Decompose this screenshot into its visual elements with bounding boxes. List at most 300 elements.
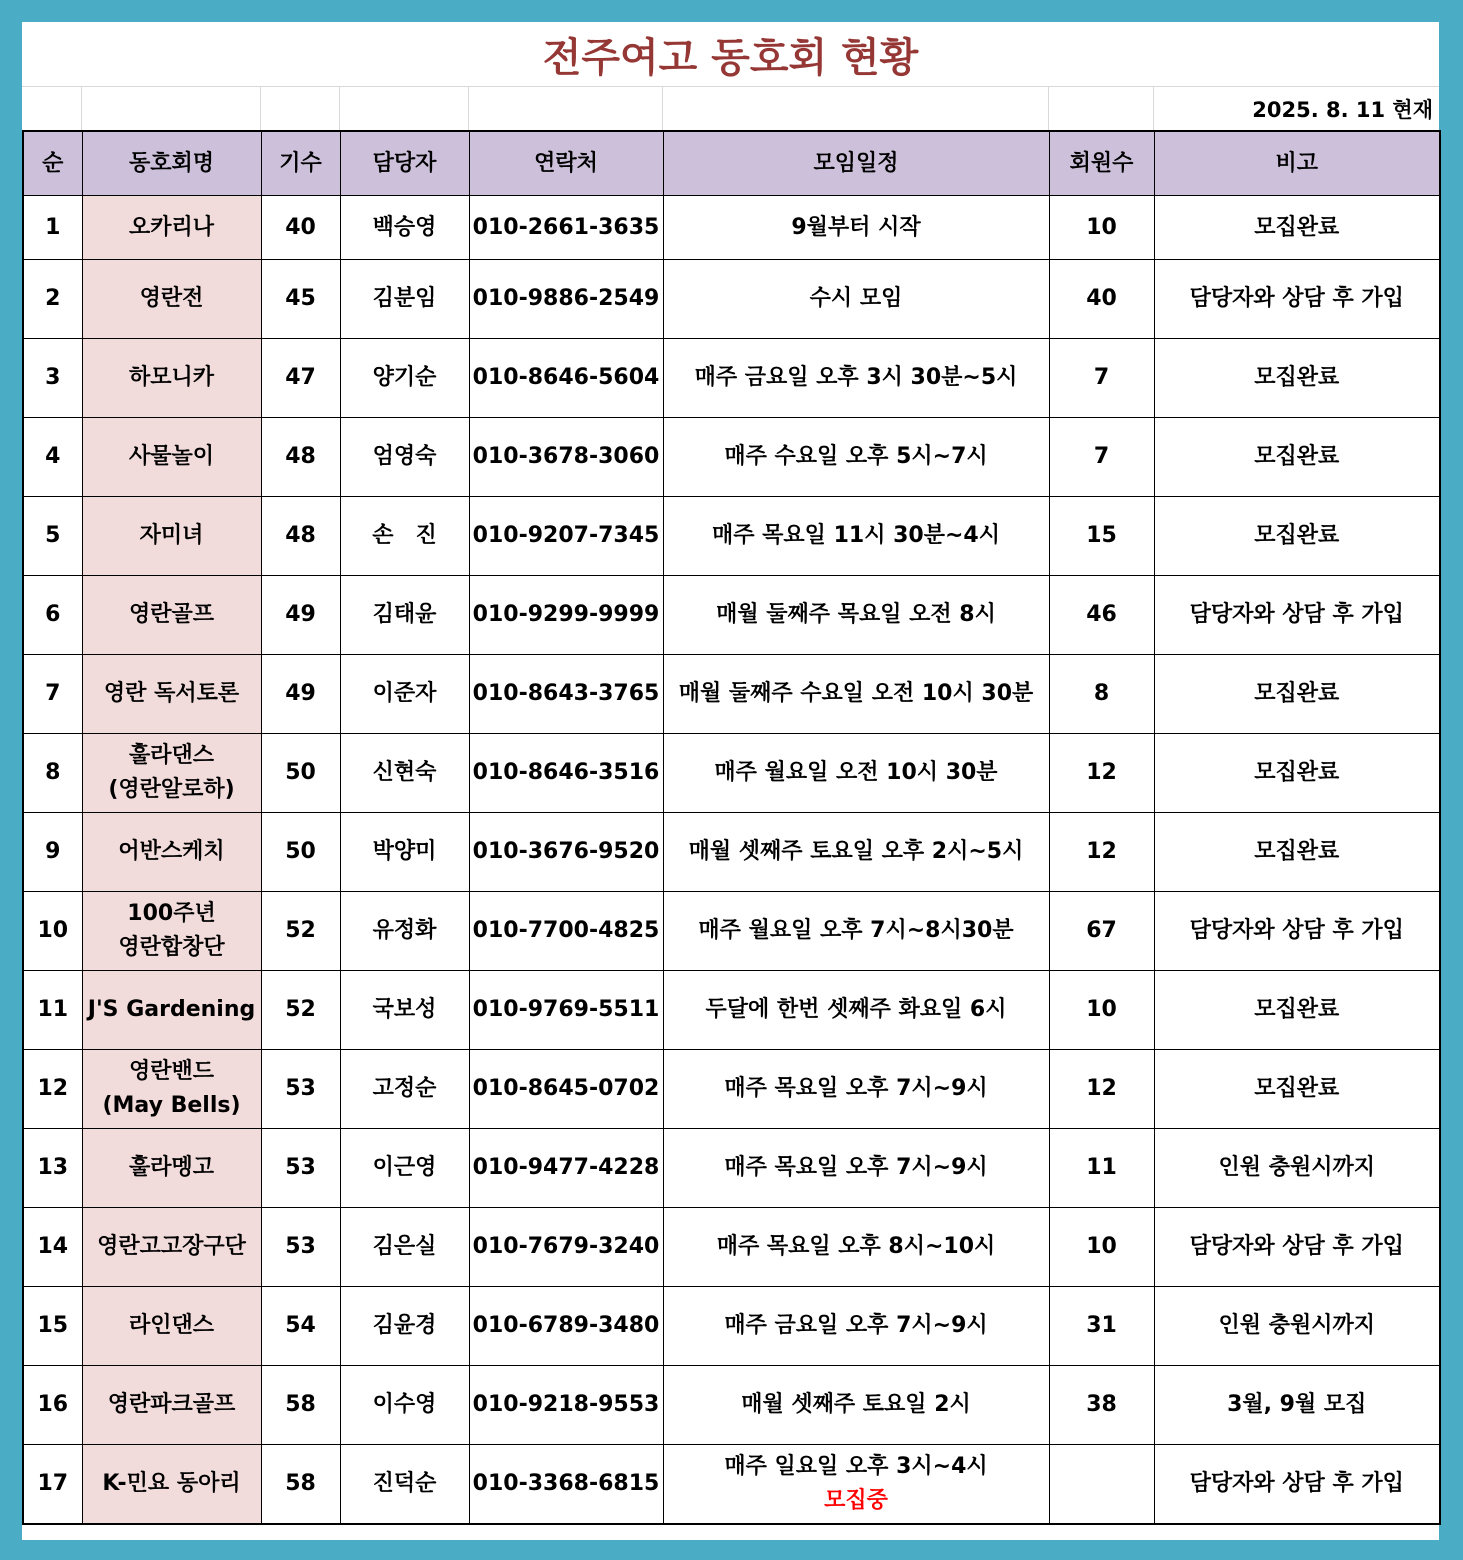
table-row (23, 260, 1440, 339)
cell-generation-text: 58 (285, 1471, 316, 1496)
cell-manager (340, 260, 469, 339)
cell-manager-text: 손 진 (372, 523, 437, 548)
cell-members (1049, 497, 1154, 576)
cell-no-text: 17 (37, 1471, 69, 1496)
cell-schedule (663, 892, 1049, 971)
cell-members-text: 12 (1086, 1076, 1117, 1101)
cell-phone-text: 010-6789-3480 (472, 1313, 660, 1338)
cell-phone-text: 010-3368-6815 (472, 1471, 660, 1496)
cell-generation (261, 892, 340, 971)
cell-schedule (663, 971, 1049, 1050)
cell-generation (261, 418, 340, 497)
cell-club (82, 418, 261, 497)
cell-note-text: 모집완료 (1254, 760, 1340, 785)
date-row (22, 86, 1439, 130)
cell-no (23, 260, 82, 339)
cell-schedule-text: 매주 월요일 오후 7시~8시30분 (698, 918, 1014, 943)
cell-note-text: 모집완료 (1254, 839, 1340, 864)
cell-schedule (663, 576, 1049, 655)
cell-club-text: 자미녀 (139, 523, 204, 548)
cell-phone (469, 576, 663, 655)
table-row (23, 418, 1440, 497)
cell-note-text: 인원 충원시까지 (1218, 1313, 1375, 1338)
cell-schedule-text: 수시 모임 (809, 286, 903, 311)
cell-no (23, 497, 82, 576)
cell-members-text: 12 (1086, 760, 1117, 785)
cell-club (82, 497, 261, 576)
cell-manager-text: 이근영 (372, 1155, 437, 1180)
cell-note-text: 모집완료 (1254, 1076, 1340, 1101)
cell-members-text: 38 (1086, 1392, 1117, 1417)
cell-generation (261, 1129, 340, 1208)
cell-generation-text: 47 (285, 365, 316, 390)
cell-club-text: 사물놀이 (128, 444, 214, 469)
table-row (23, 1208, 1440, 1287)
cell-club-text: K-민요 동아리 (102, 1471, 241, 1496)
cell-phone (469, 971, 663, 1050)
cell-schedule (663, 655, 1049, 734)
cell-generation-text: 49 (285, 602, 316, 627)
cell-club-text: 어반스케치 (118, 839, 225, 864)
cell-generation (261, 1366, 340, 1445)
cell-generation (261, 1445, 340, 1525)
cell-manager-text: 김윤경 (372, 1313, 437, 1338)
cell-phone-text: 010-9477-4228 (472, 1155, 660, 1180)
cell-generation (261, 339, 340, 418)
cell-schedule-text: 9월부터 시작 (791, 214, 921, 240)
cell-members (1049, 655, 1154, 734)
cell-note-text: 모집완료 (1254, 444, 1340, 469)
cell-note-text: 모집완료 (1254, 214, 1340, 240)
cell-manager-text: 김분임 (372, 286, 437, 311)
cell-schedule (663, 418, 1049, 497)
cell-club-text: 영란전 (139, 286, 204, 311)
cell-club-subtext: (May Bells) (102, 1093, 241, 1118)
cell-no-text: 16 (37, 1392, 69, 1417)
cell-members (1049, 1129, 1154, 1208)
cell-schedule-text: 매주 일요일 오후 3시~4시 (724, 1454, 988, 1479)
cell-schedule (663, 1445, 1049, 1525)
header-generation: 기수 (261, 131, 340, 196)
table-row (23, 892, 1440, 971)
cell-note (1154, 1129, 1440, 1208)
cell-members (1049, 1208, 1154, 1287)
cell-no (23, 892, 82, 971)
cell-note (1154, 1366, 1440, 1445)
cell-members (1049, 339, 1154, 418)
cell-members (1049, 1050, 1154, 1129)
cell-generation (261, 1208, 340, 1287)
cell-phone (469, 196, 663, 260)
cell-note (1154, 892, 1440, 971)
cell-note (1154, 418, 1440, 497)
cell-manager (340, 196, 469, 260)
cell-club (82, 734, 261, 813)
cell-members (1049, 971, 1154, 1050)
cell-phone-text: 010-7679-3240 (472, 1234, 660, 1259)
cell-note-text: 담당자와 상담 후 가입 (1189, 1471, 1404, 1496)
cell-club (82, 1287, 261, 1366)
cell-no (23, 971, 82, 1050)
cell-phone (469, 734, 663, 813)
spreadsheet-sheet (22, 22, 1439, 1540)
cell-no-text: 1 (45, 214, 61, 240)
cell-note-text: 3월, 9월 모집 (1227, 1392, 1367, 1417)
cell-phone-text: 010-8645-0702 (472, 1076, 660, 1101)
cell-club-text: 오카리나 (128, 214, 214, 240)
cell-club-text: 영란밴드 (128, 1059, 214, 1084)
cell-generation-text: 54 (285, 1313, 316, 1338)
cell-manager (340, 1445, 469, 1525)
cell-phone-text: 010-9299-9999 (472, 602, 660, 627)
cell-manager (340, 1050, 469, 1129)
cell-generation-text: 50 (285, 839, 316, 864)
cell-phone-text: 010-9207-7345 (472, 523, 660, 548)
cell-members-text: 7 (1093, 444, 1110, 469)
cell-manager (340, 1129, 469, 1208)
cell-no (23, 1287, 82, 1366)
cell-schedule (663, 1208, 1049, 1287)
header-note: 비고 (1154, 131, 1440, 196)
cell-schedule (663, 260, 1049, 339)
cell-phone-text: 010-9769-5511 (472, 997, 660, 1022)
cell-schedule (663, 1366, 1049, 1445)
recruiting-label: 모집중 (824, 1488, 888, 1513)
cell-members (1049, 260, 1154, 339)
cell-phone (469, 1050, 663, 1129)
cell-manager-text: 유정화 (372, 918, 437, 943)
cell-generation (261, 655, 340, 734)
cell-manager (340, 339, 469, 418)
cell-club-subtext: 영란합창단 (118, 935, 225, 960)
cell-phone (469, 813, 663, 892)
cell-club-text: 하모니카 (128, 365, 214, 390)
cell-generation (261, 734, 340, 813)
cell-manager-text: 이준자 (372, 681, 437, 706)
cell-no-text: 14 (37, 1234, 69, 1259)
cell-club (82, 1445, 261, 1525)
table-row (23, 971, 1440, 1050)
cell-manager (340, 971, 469, 1050)
cell-generation-text: 58 (285, 1392, 316, 1417)
cell-schedule-text: 매주 금요일 오후 7시~9시 (724, 1313, 988, 1338)
cell-members-text: 46 (1086, 602, 1117, 627)
cell-schedule-text: 두달에 한번 셋째주 화요일 6시 (705, 997, 1007, 1022)
cell-schedule (663, 1050, 1049, 1129)
cell-no-text: 13 (37, 1155, 69, 1180)
cell-manager-text: 국보성 (372, 997, 437, 1022)
cell-schedule (663, 734, 1049, 813)
table-row (23, 1129, 1440, 1208)
page-title: 전주여고 동호회 현황 (542, 34, 919, 81)
cell-schedule (663, 1287, 1049, 1366)
cell-schedule-text: 매주 월요일 오전 10시 30분 (714, 760, 998, 785)
cell-members (1049, 196, 1154, 260)
cell-note (1154, 971, 1440, 1050)
cell-generation-text: 53 (285, 1234, 316, 1259)
table-row (23, 734, 1440, 813)
header-row (23, 131, 1440, 196)
cell-schedule (663, 497, 1049, 576)
cell-note-text: 담당자와 상담 후 가입 (1189, 286, 1404, 311)
cell-no-text: 3 (45, 365, 61, 390)
cell-members (1049, 576, 1154, 655)
cell-phone (469, 1208, 663, 1287)
cell-generation (261, 196, 340, 260)
cell-club-text: 라인댄스 (128, 1313, 214, 1338)
cell-no (23, 196, 82, 260)
cell-manager (340, 497, 469, 576)
cell-phone (469, 418, 663, 497)
cell-generation (261, 576, 340, 655)
cell-generation-text: 48 (285, 523, 316, 548)
cell-club (82, 1366, 261, 1445)
cell-schedule (663, 813, 1049, 892)
cell-note (1154, 576, 1440, 655)
table-row (23, 1445, 1440, 1525)
cell-club-text: 영란파크골프 (107, 1392, 236, 1417)
cell-club-text: 영란 독서토론 (103, 681, 240, 706)
cell-members-text: 11 (1086, 1155, 1117, 1180)
cell-members-text: 67 (1086, 918, 1117, 943)
cell-schedule (663, 339, 1049, 418)
cell-schedule-text: 매주 목요일 오후 7시~9시 (724, 1155, 988, 1180)
table-row (23, 497, 1440, 576)
cell-members-text: 10 (1086, 997, 1117, 1022)
cell-generation-text: 50 (285, 760, 316, 785)
as-of-date: 2025. 8. 11 현재 (1252, 98, 1433, 122)
cell-schedule-text: 매주 금요일 오후 3시 30분~5시 (694, 365, 1018, 390)
table-row (23, 655, 1440, 734)
cell-members-text: 31 (1086, 1313, 1117, 1338)
cell-phone-text: 010-8643-3765 (472, 681, 660, 706)
cell-no-text: 10 (37, 918, 69, 943)
cell-no-text: 6 (45, 602, 61, 627)
table-row (23, 339, 1440, 418)
header-club: 동호회명 (82, 131, 261, 196)
cell-manager (340, 418, 469, 497)
header-no: 순 (23, 131, 82, 196)
cell-members-text: 15 (1086, 523, 1117, 548)
cell-phone-text: 010-3676-9520 (472, 839, 660, 864)
cell-note (1154, 813, 1440, 892)
cell-phone (469, 339, 663, 418)
cell-manager-text: 신현숙 (372, 760, 437, 785)
cell-manager-text: 진덕순 (372, 1471, 437, 1496)
cell-schedule-text: 매월 둘째주 수요일 오전 10시 30분 (678, 681, 1034, 706)
cell-club-text: J'S Gardening (87, 997, 256, 1022)
cell-phone-text: 010-2661-3635 (472, 214, 660, 240)
cell-members (1049, 892, 1154, 971)
cell-schedule-text: 매월 셋째주 토요일 2시 (741, 1392, 971, 1417)
cell-schedule (663, 196, 1049, 260)
cell-no-text: 15 (37, 1313, 69, 1338)
cell-no (23, 1445, 82, 1525)
cell-generation (261, 971, 340, 1050)
cell-schedule (663, 1129, 1049, 1208)
cell-manager (340, 734, 469, 813)
cell-no-text: 9 (45, 839, 61, 864)
cell-club (82, 196, 261, 260)
cell-members (1049, 418, 1154, 497)
cell-no-text: 5 (45, 523, 61, 548)
cell-phone-text: 010-8646-5604 (472, 365, 660, 390)
cell-club-text: 훌라댄스 (128, 743, 214, 768)
cell-club-text: 영란골프 (128, 602, 214, 627)
cell-members-text: 8 (1093, 681, 1110, 706)
cell-club (82, 576, 261, 655)
cell-members-text: 12 (1086, 839, 1117, 864)
cell-generation (261, 260, 340, 339)
cell-phone (469, 497, 663, 576)
cell-no-text: 7 (45, 681, 61, 706)
cell-schedule-text: 매월 둘째주 목요일 오전 8시 (716, 602, 996, 627)
table-row (23, 1366, 1440, 1445)
cell-phone (469, 892, 663, 971)
cell-club (82, 655, 261, 734)
cell-phone-text: 010-7700-4825 (472, 918, 660, 943)
cell-note (1154, 196, 1440, 260)
cell-note-text: 인원 충원시까지 (1218, 1155, 1375, 1180)
cell-phone (469, 1445, 663, 1525)
cell-members-text: 7 (1093, 365, 1110, 390)
cell-club-text: 100주년 (127, 901, 216, 926)
cell-members (1049, 1287, 1154, 1366)
cell-club (82, 1050, 261, 1129)
cell-manager (340, 576, 469, 655)
cell-generation-text: 53 (285, 1076, 316, 1101)
cell-no (23, 1208, 82, 1287)
cell-generation-text: 48 (285, 444, 316, 469)
cell-note (1154, 1208, 1440, 1287)
table-row (23, 196, 1440, 260)
cell-note-text: 모집완료 (1254, 997, 1340, 1022)
cell-manager-text: 김태윤 (372, 602, 437, 627)
cell-members-text: 10 (1086, 214, 1117, 240)
table-row (23, 1050, 1440, 1129)
cell-note (1154, 339, 1440, 418)
cell-members (1049, 1366, 1154, 1445)
header-schedule: 모임일정 (663, 131, 1049, 196)
cell-no-text: 12 (37, 1076, 69, 1101)
cell-generation-text: 49 (285, 681, 316, 706)
cell-manager (340, 813, 469, 892)
cell-members-text: 40 (1086, 286, 1117, 311)
cell-no (23, 1050, 82, 1129)
cell-club (82, 1129, 261, 1208)
cell-members (1049, 734, 1154, 813)
cell-phone-text: 010-3678-3060 (472, 444, 660, 469)
cell-generation-text: 52 (285, 997, 316, 1022)
cell-manager (340, 1366, 469, 1445)
cell-members (1049, 1445, 1154, 1525)
cell-no (23, 1129, 82, 1208)
cell-members-text: 10 (1086, 1234, 1117, 1259)
cell-manager-text: 고정순 (372, 1076, 437, 1101)
cell-no-text: 11 (37, 997, 69, 1022)
cell-club (82, 339, 261, 418)
cell-generation-text: 53 (285, 1155, 316, 1180)
cell-phone (469, 1129, 663, 1208)
cell-manager-text: 김은실 (372, 1234, 437, 1259)
cell-manager-text: 이수영 (372, 1392, 437, 1417)
cell-manager (340, 1287, 469, 1366)
cell-schedule-text: 매주 수요일 오후 5시~7시 (724, 444, 988, 469)
cell-generation-text: 52 (285, 918, 316, 943)
cell-note-text: 모집완료 (1254, 681, 1340, 706)
cell-no (23, 734, 82, 813)
cell-generation (261, 813, 340, 892)
cell-manager-text: 양기순 (372, 365, 437, 390)
cell-club-subtext: (영란알로하) (108, 777, 235, 802)
cell-members (1049, 813, 1154, 892)
cell-generation (261, 497, 340, 576)
cell-no (23, 1366, 82, 1445)
cell-note-text: 담당자와 상담 후 가입 (1189, 1234, 1404, 1259)
header-members: 회원수 (1049, 131, 1154, 196)
clubs-table (22, 130, 1441, 1525)
cell-note-text: 담당자와 상담 후 가입 (1189, 602, 1404, 627)
cell-phone (469, 1366, 663, 1445)
cell-note (1154, 260, 1440, 339)
cell-manager (340, 1208, 469, 1287)
cell-generation-text: 45 (285, 286, 316, 311)
cell-club (82, 892, 261, 971)
cell-note (1154, 734, 1440, 813)
cell-club (82, 971, 261, 1050)
cell-schedule-text: 매주 목요일 오후 7시~9시 (724, 1076, 988, 1101)
cell-manager (340, 892, 469, 971)
cell-note-text: 모집완료 (1254, 365, 1340, 390)
cell-schedule-text: 매월 셋째주 토요일 오후 2시~5시 (688, 839, 1024, 864)
cell-generation (261, 1287, 340, 1366)
cell-no (23, 418, 82, 497)
cell-no (23, 576, 82, 655)
cell-generation-text: 40 (285, 214, 316, 240)
cell-note-text: 담당자와 상담 후 가입 (1189, 918, 1404, 943)
cell-manager-text: 엄영숙 (372, 444, 437, 469)
table-row (23, 813, 1440, 892)
cell-no-text: 8 (45, 760, 61, 785)
cell-schedule-text: 매주 목요일 오후 8시~10시 (716, 1234, 996, 1259)
cell-no-text: 4 (45, 444, 61, 469)
cell-club (82, 813, 261, 892)
table-row (23, 576, 1440, 655)
cell-club (82, 260, 261, 339)
cell-note-text: 모집완료 (1254, 523, 1340, 548)
cell-note (1154, 655, 1440, 734)
cell-note (1154, 1445, 1440, 1525)
cell-schedule-text: 매주 목요일 11시 30분~4시 (712, 523, 1000, 548)
cell-no-text: 2 (45, 286, 61, 311)
table-row (23, 1287, 1440, 1366)
cell-manager (340, 655, 469, 734)
cell-note (1154, 1050, 1440, 1129)
cell-manager-text: 백승영 (372, 214, 437, 240)
cell-no (23, 339, 82, 418)
header-manager: 담당자 (340, 131, 469, 196)
cell-club-text: 훌라멩고 (128, 1155, 214, 1180)
cell-club-text: 영란고고장구단 (97, 1234, 246, 1259)
cell-note (1154, 1287, 1440, 1366)
cell-no (23, 813, 82, 892)
cell-phone (469, 655, 663, 734)
cell-phone (469, 260, 663, 339)
cell-phone-text: 010-9886-2549 (472, 286, 660, 311)
cell-phone (469, 1287, 663, 1366)
cell-club (82, 1208, 261, 1287)
cell-note (1154, 497, 1440, 576)
